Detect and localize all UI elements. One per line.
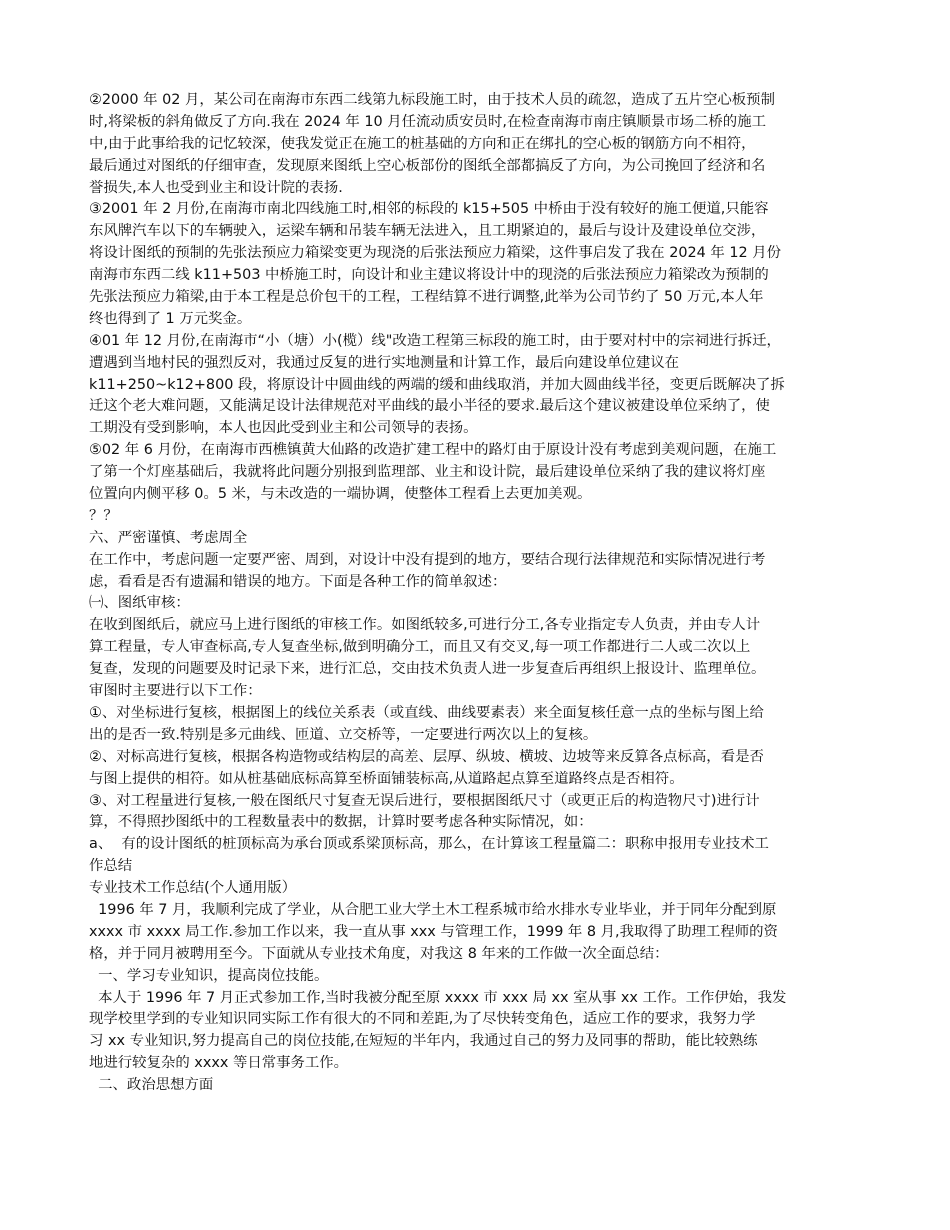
- text-line: 复查，发现的问题要及时记录下来，进行汇总，交由技术负责人进一步复查后再组织上报设计、监理单位。: [89, 661, 766, 678]
- text-line: 地进行较复杂的 xxxx 等日常事务工作。: [89, 1055, 349, 1072]
- text-line: 审图时主要进行以下工作：: [89, 683, 262, 700]
- text-line: k11+250~k12+800 段，将原设计中圆曲线的两端的缓和曲线取消，并加大圆曲线半径，变更后既解决了拆: [89, 376, 785, 393]
- section-heading: 一、学习专业知识，提高岗位技能。: [89, 967, 329, 984]
- text-line: 在收到图纸后，就应马上进行图纸的审核工作。如图纸较多,可进行分工,各专业指定专人负责，并由专人计: [89, 617, 761, 634]
- text-line: ⑤02 年 6 月份，在南海市西樵镇黄大仙路的改造扩建工程中的路灯由于原设计没有考虑到美观问题，在施工: [89, 442, 777, 459]
- section-heading: 六、严密谨慎、考虑周全: [89, 529, 248, 546]
- text-line: ？？: [89, 507, 118, 524]
- text-line: 格，并于同月被聘用至今。下面就从专业技术角度，对我这 8 年来的工作做一次全面总结：: [89, 945, 669, 962]
- document-title: 专业技术工作总结(个人通用版）: [89, 880, 297, 897]
- subsection-heading: ㈠、图纸审核：: [89, 595, 190, 612]
- text-line: 作总结: [89, 858, 133, 875]
- text-line: 了第一个灯座基础后，我就将此问题分别报到监理部、业主和设计院，最后建设单位采纳了我的建议将灯座: [89, 464, 766, 481]
- text-line: xxxx 市 xxxx 局工作.参加工作以来，我一直从事 xxx 与管理工作，1999 年 8 月,我取得了助理工程师的资: [89, 923, 778, 940]
- text-line: 先张法预应力箱梁,由于本工程是总价包干的工程，工程结算不进行调整,此举为公司节约了 50 万元,本人年: [89, 289, 764, 306]
- text-line: 1996 年 7 月，我顺利完成了学业，从合肥工业大学土木工程系城市给水排水专业毕业，并于同年分配到原: [89, 901, 777, 918]
- text-line: 虑，看看是否有遗漏和错误的地方。下面是各种工作的简单叙述：: [89, 573, 507, 590]
- text-line: 东风牌汽车以下的车辆驶入，运梁车辆和吊装车辆无法进入，且工期紧迫的，最后与设计及建设单位交涉，: [89, 223, 766, 240]
- text-line: 终也得到了 1 万元奖金。: [89, 310, 252, 327]
- text-line: 时,将梁板的斜角做反了方向.我在 2024 年 10 月任流动质安员时,在检查南海市南庄镇顺景市场二桥的施工: [89, 113, 766, 130]
- text-line: 习 xx 专业知识,努力提高自己的岗位技能,在短短的半年内，我通过自己的努力及同事的帮助，能比较熟练: [89, 1033, 758, 1050]
- text-line: 算工程量，专人审查标高,专人复查坐标,做到明确分工，而且又有交叉,每一项工作都进行二人或二次以上: [89, 639, 751, 656]
- text-line: 遭遇到当地村民的强烈反对，我通过反复的进行实地测量和计算工作，最后向建设单位建议在: [89, 354, 680, 371]
- text-line: 将设计图纸的预制的先张法预应力箱梁变更为现浇的后张法预应力箱梁，这件事启发了我在 2024 年 12 月份: [89, 245, 782, 262]
- text-line: 本人于 1996 年 7 月正式参加工作,当时我被分配至原 xxxx 市 xxx 局 xx 室从事 xx 工作。工作伊始，我发: [89, 989, 787, 1006]
- text-line: 中,由于此事给我的记忆较深，使我发觉正在施工的桩基础的方向和正在绑扎的空心板的钢筋方向不相符，: [89, 135, 756, 152]
- text-line: 最后通过对图纸的仔细审查，发现原来图纸上空心板部份的图纸全部都搞反了方向，为公司挽回了经济和名: [89, 157, 766, 174]
- text-line: 誉损失,本人也受到业主和设计院的表扬.: [89, 179, 343, 196]
- text-line: 出的是否一致.特别是多元曲线、匝道、立交桥等，一定要进行两次以上的复核。: [89, 726, 598, 743]
- text-line: 与图上提供的相符。如从桩基础底标高算至桥面铺装标高,从道路起点算至道路终点是否相符。: [89, 770, 684, 787]
- text-line: ③、对工程量进行复核,一般在图纸尺寸复查无误后进行，要根据图纸尺寸（或更正后的构造物尺寸)进行计: [89, 792, 760, 809]
- text-line: ④01 年 12 月份,在南海市“小（塘）小(榄）线"改造工程第三标段的施工时，由于要对村中的宗祠进行拆迁，: [89, 332, 781, 349]
- text-line: 迁这个老大难问题，又能满足设计法律规范对平曲线的最小半径的要求.最后这个建议被建设单位采纳了，使: [89, 398, 770, 415]
- text-line: ①、对坐标进行复核，根据图上的线位关系表（或直线、曲线要素表）来全面复核任意一点的坐标与图上给: [89, 704, 764, 721]
- text-line: 在工作中，考虑问题一定要严密、周到，对设计中没有提到的地方，要结合现行法律规范和实际情况进行考: [89, 551, 766, 568]
- section-heading: 二、政治思想方面: [89, 1077, 214, 1094]
- text-line: 现学校里学到的专业知识同实际工作有很大的不同和差距,为了尽快转变角色，适应工作的要求，我努力学: [89, 1011, 756, 1028]
- document-body: [89, 90, 869, 1097]
- text-line: 工期没有受到影响，本人也因此受到业主和公司领导的表扬。: [89, 420, 478, 437]
- text-line: 南海市东西二线 k11+503 中桥施工时，向设计和业主建议将设计中的现浇的后张法预应力箱梁改为预制的: [89, 267, 769, 284]
- text-line: ③2001 年 2 月份,在南海市南北四线施工时,相邻的标段的 k15+505 中桥由于没有较好的施工便道,只能容: [89, 201, 769, 218]
- text-line: ②、对标高进行复核，根据各构造物或结构层的高差、层厚、纵坡、横坡、边坡等来反算各点标高，看是否: [89, 748, 764, 765]
- text-line: ②2000 年 02 月，某公司在南海市东西二线第九标段施工时，由于技术人员的疏忽，造成了五片空心板预制: [89, 92, 775, 108]
- text-line: 位置向内侧平移 0。5 米，与未改造的一端协调，使整体工程看上去更加美观。: [89, 486, 592, 503]
- text-line: 算，不得照抄图纸中的工程数量表中的数据，计算时要考虑各种实际情况，如：: [89, 814, 593, 831]
- text-line: a、 有的设计图纸的桩顶标高为承台顶或系梁顶标高，那么，在计算该工程量篇二：职称申报用专业技术工: [89, 836, 769, 853]
